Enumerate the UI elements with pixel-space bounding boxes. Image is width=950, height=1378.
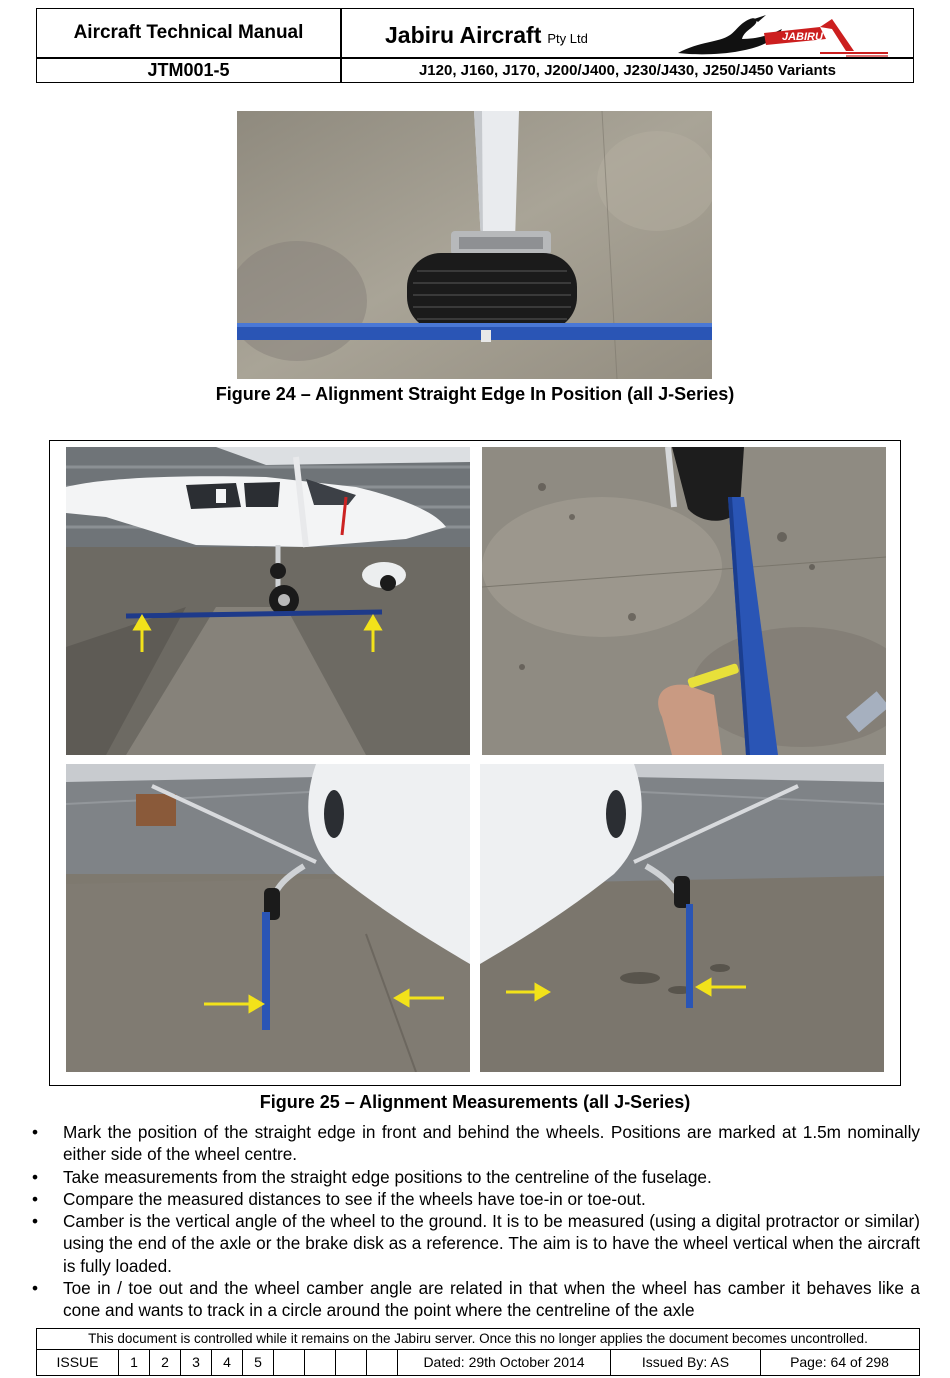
issue-date: Dated: 29th October 2014 (398, 1350, 611, 1375)
issue-row (37, 1350, 919, 1375)
list-item-text: Take measurements from the straight edge positions to the centreline of the fuselage. (63, 1166, 712, 1187)
list-item-text: Toe in / toe out and the wheel camber angle are related in that when the wheel has camber it behaves like a cone and wants to track in a circle around the point where the centreline of the axle (63, 1278, 920, 1321)
figure-25-photo-marking (482, 447, 886, 755)
page-number: Page: 64 of 298 (790, 1354, 889, 1370)
list-item-text: Camber is the vertical angle of the wheel to the ground. It is to be measured (using a digital protractor or similar) using the end of the axle or the brake disk as a reference. The aim is to have the wheel vertical when the aircraft is fully loaded. (63, 1211, 920, 1276)
document-footer (36, 1328, 920, 1376)
figure-25-photo-left-wheel (66, 764, 470, 1072)
figure-24-photo (237, 111, 712, 379)
manual-title: Aircraft Technical Manual (73, 22, 304, 43)
document-header (36, 8, 914, 83)
figure-25-photo-right-wheel (480, 764, 884, 1072)
jabiru-logo (670, 13, 892, 57)
svg-text:JABIRU: JABIRU (782, 31, 823, 43)
bullet-icon: • (32, 1188, 39, 1209)
list-item (30, 1188, 920, 1210)
document-number: JTM001-5 (147, 60, 230, 80)
issue-cell: 1 (119, 1350, 150, 1375)
issued-by: Issued By: AS (611, 1350, 761, 1375)
issue-cell (305, 1350, 336, 1375)
figure-25-caption: Figure 25 – Alignment Measurements (all J-Series) (259, 1092, 691, 1112)
procedure-list (30, 1121, 920, 1322)
list-item (30, 1277, 920, 1322)
issue-cell (274, 1350, 305, 1375)
procedure-list-viewport (0, 1121, 950, 1328)
issue-cell: 5 (243, 1350, 274, 1375)
issue-cell: 4 (212, 1350, 243, 1375)
figure-24-caption: Figure 24 – Alignment Straight Edge In Position (all J-Series) (215, 384, 735, 404)
list-item-text: Mark the position of the straight edge in front and behind the wheels. Positions are marked at 1.5m nominally either side of the wheel centre. (63, 1122, 920, 1165)
list-item (30, 1121, 920, 1166)
company-name-text: Jabiru Aircraft (385, 21, 542, 48)
issue-cell: 3 (181, 1350, 212, 1375)
bullet-icon: • (32, 1211, 39, 1232)
control-note: This document is controlled while it remains on the Jabiru server. Once this no longer applies the document becomes uncontrolled. (37, 1329, 919, 1350)
bullet-icon: • (32, 1122, 39, 1142)
list-item-text: Compare the measured distances to see if the wheels have toe-in or toe-out. (63, 1188, 646, 1209)
list-item (30, 1166, 920, 1188)
figure-25-photo-side-view (66, 447, 470, 755)
company-suffix: Pty Ltd (547, 30, 588, 46)
issue-cell (336, 1350, 367, 1375)
issue-cell (367, 1350, 398, 1375)
list-item (30, 1210, 920, 1277)
bullet-icon: • (32, 1278, 39, 1299)
bullet-icon: • (32, 1166, 39, 1187)
company-name (385, 15, 588, 55)
aircraft-variants: J120, J160, J170, J200/J400, J230/J430, J250/J450 Variants (418, 62, 837, 79)
issue-cell: 2 (150, 1350, 181, 1375)
issue-label: ISSUE (37, 1350, 119, 1375)
